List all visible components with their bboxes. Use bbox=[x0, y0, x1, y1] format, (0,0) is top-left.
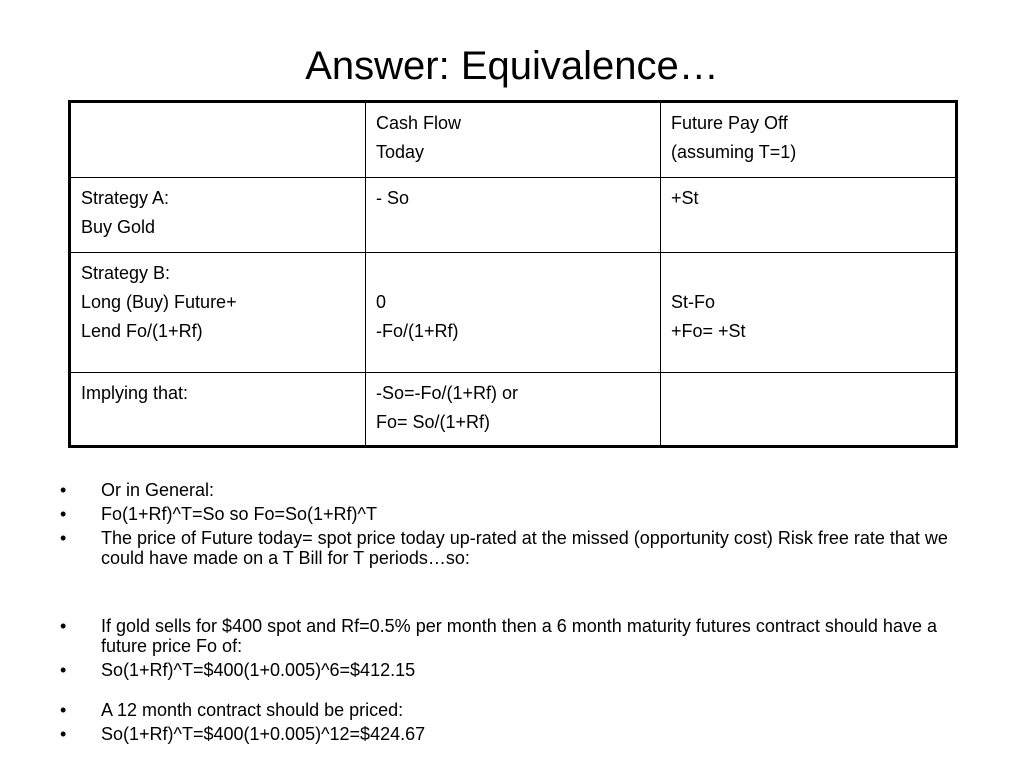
bullet-marker: • bbox=[60, 528, 67, 548]
header-cash-flow-cell bbox=[366, 102, 661, 178]
strategy-b-pay-off-line2: +Fo= +St bbox=[671, 321, 746, 341]
implying-cash-flow-line2: Fo= So/(1+Rf) bbox=[376, 412, 491, 432]
strategy-a-pay-off: +St bbox=[671, 188, 699, 208]
strategy-a-label-cell bbox=[70, 178, 366, 253]
bullet-text: Or in General: bbox=[101, 480, 215, 500]
table-row-implying bbox=[70, 373, 957, 447]
header-empty-cell bbox=[70, 102, 366, 178]
bullet-marker: • bbox=[60, 480, 67, 500]
bullet-text: A 12 month contract should be priced: bbox=[101, 700, 404, 720]
implying-cash-flow-cell bbox=[366, 373, 661, 447]
bullet-marker: • bbox=[60, 616, 67, 636]
bullet-item-general bbox=[60, 480, 980, 500]
strategy-b-label-line2: Long (Buy) Future+ bbox=[81, 292, 237, 312]
strategy-b-label-line1: Strategy B: bbox=[81, 263, 171, 283]
strategy-b-label-cell bbox=[70, 253, 366, 373]
bullet-item-12-month-calc bbox=[60, 724, 980, 744]
strategy-b-cash-flow-line1: 0 bbox=[376, 292, 387, 312]
strategy-a-label-line1: Strategy A: bbox=[81, 188, 170, 208]
strategy-b-cash-flow-spacer bbox=[376, 259, 650, 288]
strategy-b-pay-off-cell bbox=[661, 253, 957, 373]
bullet-marker: • bbox=[60, 504, 67, 524]
implying-label: Implying that: bbox=[81, 383, 189, 403]
strategy-a-cash-flow: - So bbox=[376, 188, 410, 208]
bullet-item-explanation bbox=[60, 528, 980, 568]
header-pay-off-line1: Future Pay Off bbox=[671, 113, 788, 133]
equivalence-table bbox=[68, 100, 958, 448]
bullet-text: So(1+Rf)^T=$400(1+0.005)^6=$412.15 bbox=[101, 660, 416, 680]
strategy-b-pay-off-line1: St-Fo bbox=[671, 292, 716, 312]
slide-title: Answer: Equivalence… bbox=[305, 44, 719, 88]
table-row-strategy-a bbox=[70, 178, 957, 253]
bullet-spacer bbox=[60, 684, 980, 696]
bullet-text: Fo(1+Rf)^T=So so Fo=So(1+Rf)^T bbox=[101, 504, 377, 524]
header-pay-off-line2: (assuming T=1) bbox=[671, 142, 797, 162]
bullet-item-formula bbox=[60, 504, 980, 524]
strategy-b-cash-flow-cell bbox=[366, 253, 661, 373]
header-pay-off-cell bbox=[661, 102, 957, 178]
bullet-item-6-month-calc bbox=[60, 660, 980, 680]
implying-label-cell bbox=[70, 373, 366, 447]
bullet-list bbox=[60, 480, 980, 748]
implying-cash-flow-line1: -So=-Fo/(1+Rf) or bbox=[376, 383, 519, 403]
table-header-row bbox=[70, 102, 957, 178]
bullet-marker: • bbox=[60, 700, 67, 720]
header-cash-flow-line1: Cash Flow bbox=[376, 113, 462, 133]
strategy-a-pay-off-cell bbox=[661, 178, 957, 253]
implying-pay-off-cell bbox=[661, 373, 957, 447]
header-cash-flow-line2: Today bbox=[376, 142, 425, 162]
strategy-b-pay-off-spacer bbox=[671, 259, 945, 288]
bullet-text: The price of Future today= spot price today up-rated at the missed (opportunity cost) Risk free rate that we could have made on a T Bill for T periods…so: bbox=[101, 528, 948, 568]
table-row-strategy-b bbox=[70, 253, 957, 373]
bullet-marker: • bbox=[60, 724, 67, 744]
strategy-b-cash-flow-line2: -Fo/(1+Rf) bbox=[376, 321, 459, 341]
bullet-text: So(1+Rf)^T=$400(1+0.005)^12=$424.67 bbox=[101, 724, 426, 744]
bullet-text: If gold sells for $400 spot and Rf=0.5% per month then a 6 month maturity futures contract should have a future price Fo of: bbox=[101, 616, 937, 656]
bullet-spacer bbox=[60, 572, 980, 612]
bullet-marker: • bbox=[60, 660, 67, 680]
strategy-a-label-line2: Buy Gold bbox=[81, 217, 156, 237]
bullet-item-12-month bbox=[60, 700, 980, 720]
bullet-item-gold-example bbox=[60, 616, 980, 656]
strategy-b-label-line3: Lend Fo/(1+Rf) bbox=[81, 321, 203, 341]
strategy-a-cash-flow-cell bbox=[366, 178, 661, 253]
